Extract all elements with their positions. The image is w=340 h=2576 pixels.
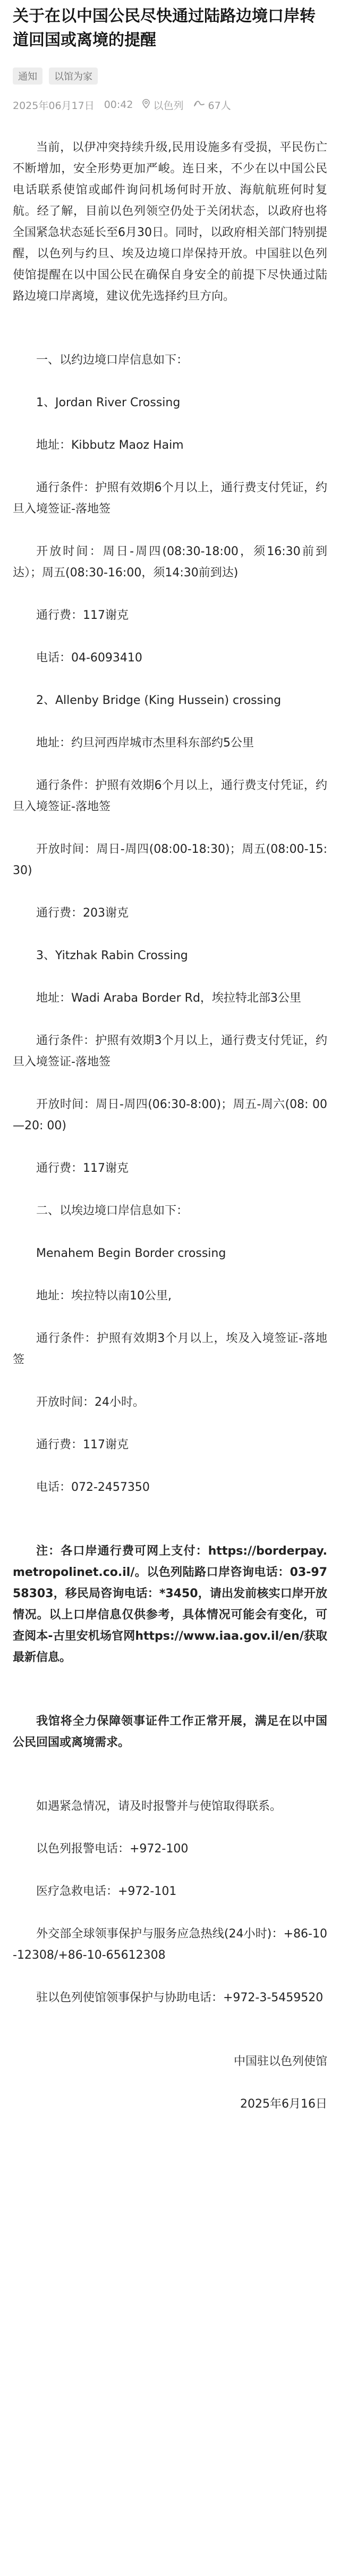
location-text: 以色列 [153,99,184,112]
crossing3-fee: 通行费：117谢克 [36,1162,129,1175]
publish-time: 00:42 [104,99,133,111]
tag-embassy-home[interactable]: 以馆为家 [49,68,98,85]
crossing3-address: 地址：Wadi Araba Border Rd，埃拉特北部3公里 [36,992,301,1005]
crossing3-hours: 开放时间：周日-周四(06:30-8:00)；周五-周六(08: 00—20: 00) [13,1098,327,1132]
crossing1-fee: 通行费：117谢克 [36,609,129,622]
egypt-crossing-address: 地址：埃拉特以南10公里, [36,1289,172,1303]
police-phone: 以色列报警电话：+972-100 [36,1842,189,1856]
egypt-crossing-hours: 开放时间：24小时。 [36,1396,144,1409]
like-icon [193,99,205,111]
crossing3-name: 3、Yitzhak Rabin Crossing [36,949,188,962]
consular-hotline: 外交部全球领事保护与服务应急热线(24小时)：+86-10-12308/+86-10-65612308 [13,1927,327,1962]
egypt-crossing-fee: 通行费：117谢克 [36,1438,129,1451]
crossing2-hours: 开放时间：周日-周四(08:00-18:30)；周五(08:00-15:30) [13,843,327,877]
likes-count: 67人 [208,99,231,112]
ambulance-phone: 医疗急救电话：+972-101 [36,1885,177,1898]
crossing1-condition: 通行条件：护照有效期6个月以上，通行费支付凭证，约旦入境签证-落地签 [13,481,327,516]
article-title: 关于在以中国公民尽快通过陆路边境口岸转道回国或离境的提醒 [13,7,316,49]
location-meta [142,98,183,112]
egypt-crossing-phone: 电话：072-2457350 [36,1481,150,1494]
section1-heading: 一、以约边境口岸信息如下： [36,354,189,367]
crossing2-fee: 通行费：203谢克 [36,907,129,920]
article-body [13,137,327,2115]
meta-row [13,96,241,113]
tag-notice[interactable]: 通知 [13,68,42,85]
crossing1-name: 1、Jordan River Crossing [36,396,181,409]
crossing1-hours: 开放时间：周日-周四(08:30-18:00，须16:30前到达）；周五(08:30-16:00，须14:30前到达) [13,545,327,580]
fee-and-info-note: 注：各口岸通行费可网上支付：https://borderpay.metropolinet.co.il/。以色列陆路口岸咨询电话：03-9758303，移民局咨询电话：*3450，请出发前核实口岸开放情况。以上口岸信息仅供参考，具体情况可能会有变化，可查阅本-古里安机场官网https://www.iaa.gov.il/en/获取最新信息。 [13,1545,327,1664]
section2-heading: 二、以埃边境口岸信息如下： [36,1204,189,1218]
crossing1-phone: 电话：04-6093410 [36,651,142,665]
crossing2-name: 2、Allenby Bridge (King Hussein) crossing [36,694,282,707]
egypt-crossing-name: Menahem Begin Border crossing [36,1247,226,1260]
crossing2-condition: 通行条件：护照有效期6个月以上，通行费支付凭证，约旦入境签证-落地签 [13,779,327,813]
signature-date: 2025年6月16日 [240,2097,327,2111]
location-pin-icon [142,99,150,111]
signature: 中国驻以色列使馆 [233,2055,327,2068]
embassy-protection-phone: 驻以色列使馆领事保护与协助电话：+972-3-5459520 [36,1991,324,2004]
egypt-crossing-condition: 通行条件：护照有效期3个月以上，埃及入境签证-落地签 [13,1332,327,1366]
contact-intro: 如遇紧急情况，请及时报警并与使馆取得联系。 [36,1800,282,1813]
publish-date: 2025年06月17日 [13,99,95,112]
consular-support-statement: 我馆将全力保障领事证件工作正常开展，满足在以中国公民回国或离境需求。 [13,1715,327,1749]
crossing2-address: 地址：约旦河西岸城市杰里科东部约5公里 [36,736,254,750]
tag-row [13,68,98,85]
intro-paragraph: 当前，以伊冲突持续升级,民用设施多有受损，平民伤亡不断增加，安全形势更加严峻。连日来，不少在以中国公民电话联系使馆或邮件询问机场何时开放、海航航班何时复航。经了解，目前以色列领空仍处于关闭状态，以政府也将全国紧急状态延长至6月30日。同时，以政府相关部门特别提醒，以色列与约旦、埃及边境口岸保持开放。中国驻以色列使馆提醒在以中国公民在确保自身安全的前提下尽快通过陆路边境口岸离境，建议优先选择约旦方向。 [13,141,327,303]
likes-meta[interactable] [193,98,231,112]
crossing3-condition: 通行条件：护照有效期3个月以上，通行费支付凭证，约旦入境签证-落地签 [13,1034,327,1069]
crossing1-address: 地址：Kibbutz Maoz Haim [36,439,184,452]
